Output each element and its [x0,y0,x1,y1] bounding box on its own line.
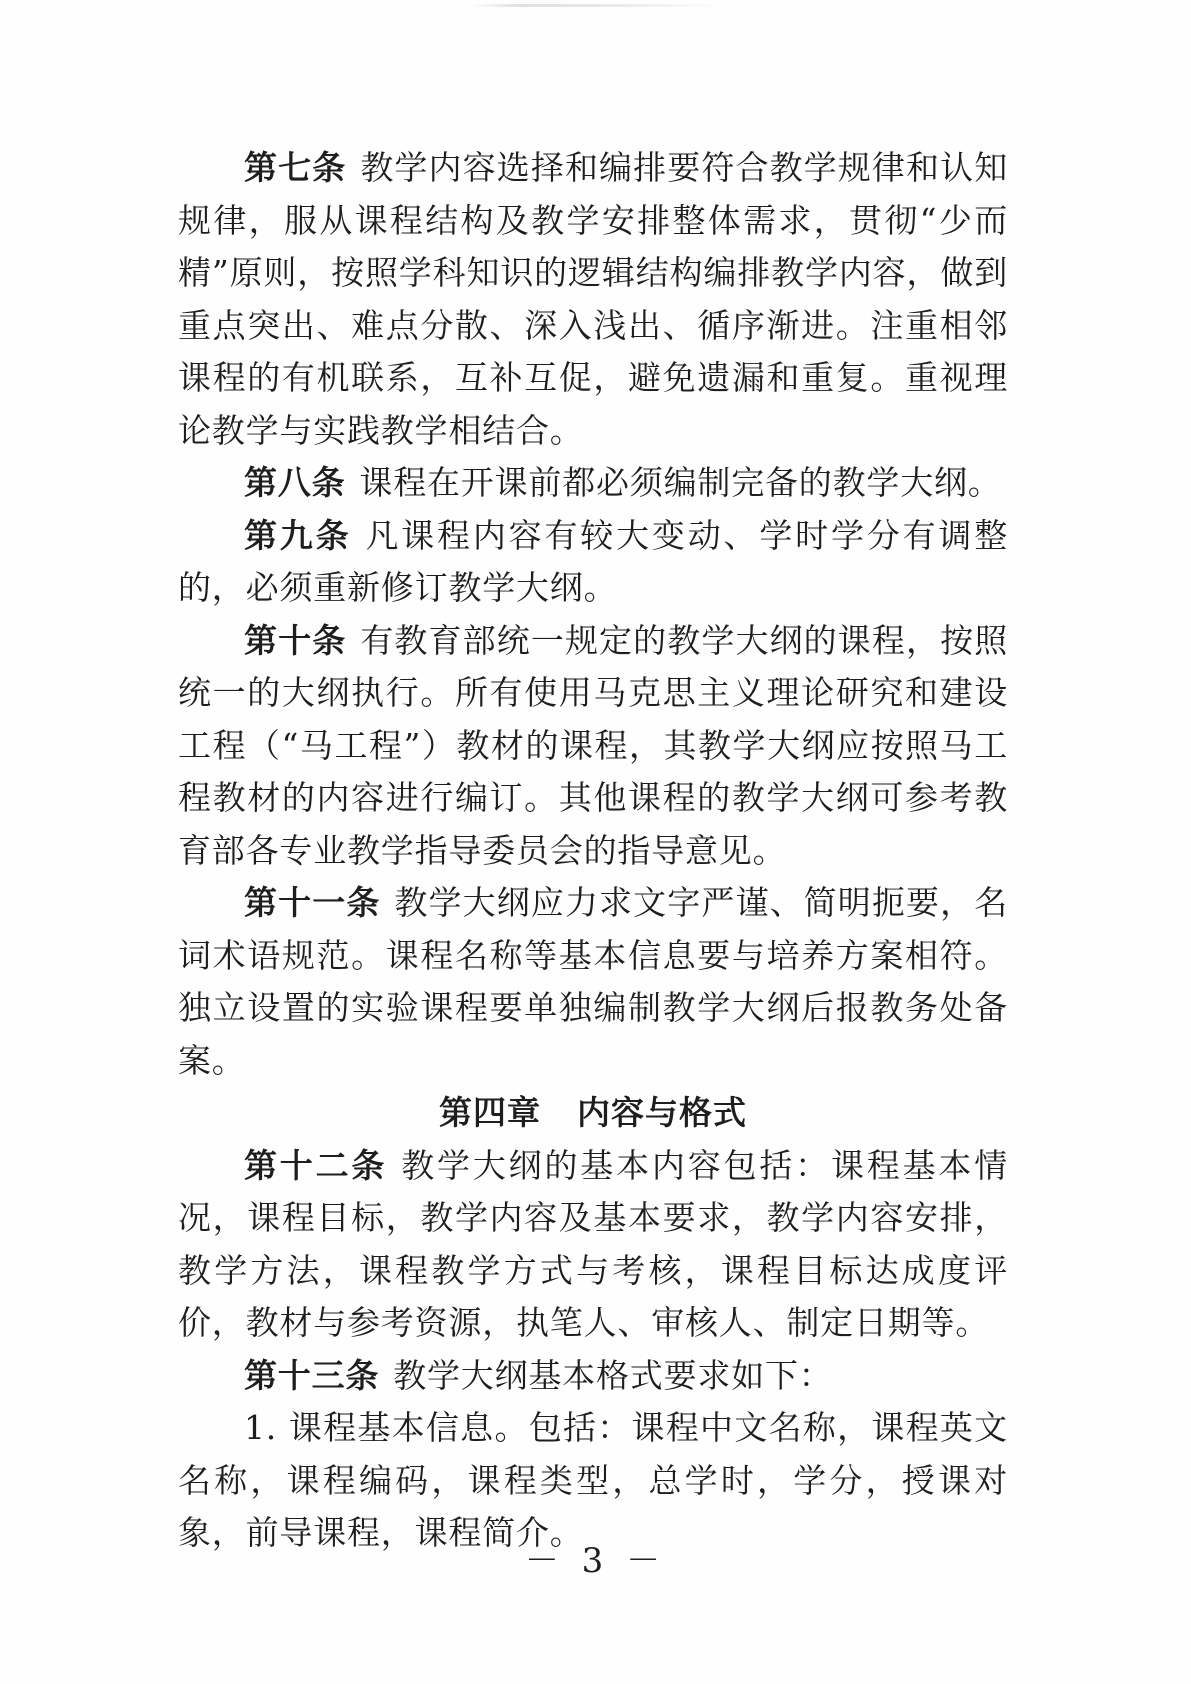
article-text: 有教育部统一规定的教学大纲的课程，按照统一的大纲执行。所有使用马克思主义理论研究和建设工程（“马工程”）教材的课程，其教学大纲应按照马工程教材的内容进行编订。其他课程的教学大纲可参考教育部各专业教学指导委员会的指导意见。 [178,620,1009,870]
chapter-title: 内容与格式 [577,1093,747,1132]
article-text: 教学大纲应力求文字严谨、简明扼要，名词术语规范。课程名称等基本信息要与培养方案相符。独立设置的实验课程要单独编制教学大纲后报教务处备案。 [178,883,1008,1080]
article-7 [178,142,1008,457]
article-8 [178,457,1008,510]
article-text: 教学大纲基本格式要求如下： [393,1355,833,1395]
article-text: 教学大纲的基本内容包括：课程基本情况，课程目标，教学内容及基本要求，教学内容安排，教学方法，课程教学方式与考核，课程目标达成度评价，教材与参考资源，执笔人、审核人、制定日期等。 [178,1145,1008,1342]
chapter-heading [178,1087,1008,1140]
article-number: 第十一条 [244,883,381,922]
chapter-number: 第四章 [439,1093,541,1132]
article-number: 第十条 [244,620,347,660]
article-text: 课程在开课前都必须编制完备的教学大纲。 [359,463,1002,502]
article-9 [178,510,1008,615]
list-item-text: 1. 课程基本信息。包括：课程中文名称，课程英文名称，课程编码，课程类型，总学时，学分，授课对象，前导课程，课程简介。 [178,1408,1008,1552]
article-number: 第七条 [244,148,347,187]
article-number: 第十二条 [244,1145,388,1185]
article-13 [178,1350,1008,1403]
article-text: 教学内容选择和编排要符合教学规律和认知规律，服从课程结构及教学安排整体需求，贯彻“少而精”原则，按照学科知识的逻辑结构编排教学内容，做到重点突出、难点分散、深入浅出、循序渐进。注重相邻课程的有机联系，互补互促，避免遗漏和重复。重视理论教学与实践教学相结合。 [178,148,1009,450]
page-number: － 3 － [524,1541,667,1581]
scan-artifact [470,4,720,7]
article-text: 凡课程内容有较大变动、学时学分有调整的，必须重新修订教学大纲。 [178,515,1008,607]
document-body [178,142,1008,1560]
article-number: 第九条 [244,515,352,555]
article-11 [178,877,1008,1087]
article-number: 第十三条 [244,1355,380,1395]
article-12 [178,1140,1008,1350]
article-number: 第八条 [244,463,346,502]
article-10 [178,615,1008,878]
